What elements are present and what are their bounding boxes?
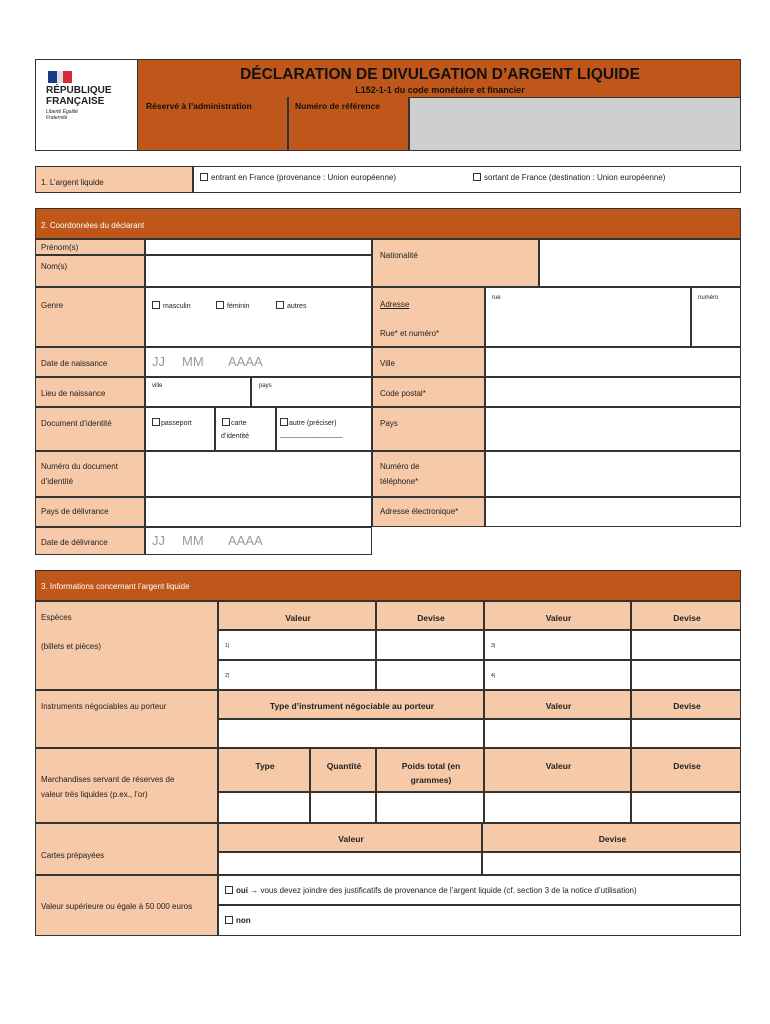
devise-header: Devise (417, 613, 445, 623)
date-naissance-input[interactable] (145, 347, 372, 377)
cartes-label: Cartes prépayées (41, 851, 105, 860)
rue-hint: rue (492, 295, 501, 301)
email-label-cell (372, 497, 485, 527)
checkbox-icon (276, 301, 284, 309)
telephone-label-cell (372, 451, 485, 497)
cartes-valeur-header (218, 823, 482, 852)
autre-line: ________________ (280, 431, 343, 438)
masculin-checkbox[interactable]: masculin (152, 301, 191, 310)
rue-numero-label: Rue* et numéro* (380, 329, 440, 338)
pays-hint: pays (259, 383, 272, 389)
code-postal-input[interactable] (485, 377, 741, 407)
devise-header: Devise (673, 613, 701, 623)
logo-line2: FRANÇAISE (46, 96, 105, 107)
document-carte (215, 407, 276, 451)
date-delivrance-input[interactable] (145, 527, 372, 555)
march-type-header (218, 748, 310, 792)
especes-valeur-header-2 (484, 601, 631, 630)
instruments-label: Instruments négociables au porteur (41, 702, 167, 711)
prenom-label: Prénom(s) (41, 243, 79, 252)
row-number: 4) (491, 673, 496, 679)
passeport-checkbox[interactable]: passeport (152, 418, 192, 427)
section2-header (35, 208, 741, 239)
marchandises-label-2: valeur très liquides (p.ex., l’or) (41, 790, 148, 799)
marchandises-label-cell (35, 748, 218, 823)
num-doc-label-2: d’identité (41, 477, 74, 486)
num-doc-label-cell (35, 451, 145, 497)
dd-jj: JJ (152, 533, 165, 548)
code-postal-label-cell (372, 377, 485, 407)
checkbox-icon (280, 418, 288, 426)
numero-input[interactable] (691, 287, 741, 347)
reference-label: Numéro de référence (295, 101, 381, 111)
logo-line1: RÉPUBLIQUE (46, 85, 112, 96)
poids-header: Poids total (en (401, 761, 461, 771)
carte-checkbox[interactable]: carte (222, 418, 247, 427)
autre-checkbox[interactable]: autre (préciser) (280, 418, 336, 427)
especes-devise-header-1 (376, 601, 484, 630)
march-type-input[interactable] (218, 792, 310, 823)
telephone-label: Numéro de (380, 462, 420, 471)
row-number: 2) (225, 673, 230, 679)
form-title: DÉCLARATION DE DIVULGATION D’ARGENT LIQUIDE (240, 66, 640, 83)
ville-input[interactable] (485, 347, 741, 377)
ville-label: Ville (380, 359, 395, 368)
section2-title: 2. Coordonnées du déclarant (41, 221, 145, 230)
pays-delivrance-label: Pays de délivrance (41, 507, 109, 516)
valeur-header: Valeur (338, 834, 364, 844)
march-devise-header (631, 748, 741, 792)
ville-label-cell (372, 347, 485, 377)
ville-hint: ville (152, 383, 163, 389)
entrant-checkbox[interactable]: entrant en France (provenance : Union européenne) (200, 173, 396, 182)
checkbox-icon (152, 418, 160, 426)
especes-label: Espèces (41, 613, 72, 622)
section1-label-cell (35, 166, 193, 193)
march-valeur-header (484, 748, 631, 792)
pays-label-cell (372, 407, 485, 451)
form-subtitle: L152-1-1 du code monétaire et financier (355, 85, 525, 95)
instruments-devise-input[interactable] (631, 719, 741, 748)
nationalite-input[interactable] (539, 239, 741, 287)
title-banner (137, 59, 741, 97)
march-quantite-header (310, 748, 376, 792)
nationalite-label-cell (372, 239, 539, 287)
especes-devise-1[interactable] (376, 630, 484, 660)
nom-input[interactable] (145, 255, 372, 287)
devise-header: Devise (673, 701, 701, 711)
checkbox-icon (200, 173, 208, 181)
reference-label-cell (288, 97, 409, 151)
section1-options (193, 166, 741, 193)
lieu-pays-input[interactable] (251, 377, 372, 407)
document-autre (276, 407, 372, 451)
devise-header: Devise (673, 761, 701, 771)
genre-label: Genre (41, 301, 64, 310)
march-devise-input[interactable] (631, 792, 741, 823)
type-instrument-header (218, 690, 484, 719)
valeur-header: Valeur (285, 613, 311, 623)
quantite-header: Quantité (326, 761, 362, 771)
non-row (218, 905, 741, 936)
autres-checkbox[interactable]: autres (276, 301, 306, 310)
genre-label-cell (35, 287, 145, 347)
pays-delivrance-label-cell (35, 497, 145, 527)
march-poids-input[interactable] (376, 792, 484, 823)
date-naissance-label-cell (35, 347, 145, 377)
especes-valeur-1[interactable] (218, 630, 376, 660)
marchandises-label: Marchandises servant de réserves de (41, 775, 175, 784)
dn-jj: JJ (152, 354, 165, 369)
checkbox-icon (152, 301, 160, 309)
date-delivrance-label: Date de délivrance (41, 538, 108, 547)
date-naissance-label: Date de naissance (41, 359, 108, 368)
prenom-label-cell (35, 239, 145, 255)
adresse-label-cell (372, 287, 485, 347)
march-poids-header (376, 748, 484, 792)
instruments-valeur-header (484, 690, 631, 719)
prenom-input[interactable] (145, 239, 372, 255)
section3-title: 3. Informations concernant l’argent liquide (41, 582, 190, 591)
checkbox-icon (225, 916, 233, 924)
admin-reserve-cell (137, 97, 288, 151)
num-doc-input[interactable] (145, 451, 372, 497)
adresse-label: Adresse (380, 300, 410, 309)
type-instrument-label: Type d’instrument négociable au porteur (269, 701, 435, 711)
nom-label: Nom(s) (41, 262, 68, 271)
especes-label-cell (35, 601, 218, 690)
section3-header (35, 570, 741, 601)
oui-row (218, 875, 741, 905)
type-instrument-input[interactable] (218, 719, 484, 748)
sup50000-label-cell (35, 875, 218, 936)
march-quantite-input[interactable] (310, 792, 376, 823)
rue-input[interactable] (485, 287, 691, 347)
especes-valeur-4[interactable] (484, 660, 631, 690)
date-delivrance-label-cell (35, 527, 145, 555)
num-doc-label: Numéro du document (41, 462, 118, 471)
feminin-checkbox[interactable]: féminin (216, 301, 250, 310)
checkbox-icon (222, 418, 230, 426)
especes-valeur-3[interactable] (484, 630, 631, 660)
header-logo-box (35, 59, 137, 151)
oui-text: vous devez joindre des justificatifs de provenance de l’argent liquide (cf. section 3 de la notice d’utilisation) (258, 886, 637, 895)
march-valeur-input[interactable] (484, 792, 631, 823)
checkbox-icon (225, 886, 233, 894)
email-input[interactable] (485, 497, 741, 527)
code-postal-label: Code postal* (380, 389, 426, 398)
document-passeport (145, 407, 215, 451)
instruments-label-cell (35, 690, 218, 748)
telephone-input[interactable] (485, 451, 741, 497)
especes-devise-4[interactable] (631, 660, 741, 690)
checkbox-icon (216, 301, 224, 309)
checkbox-icon (473, 173, 481, 181)
lieu-ville-input[interactable] (145, 377, 251, 407)
lieu-naissance-label: Lieu de naissance (41, 389, 106, 398)
nationalite-label: Nationalité (380, 251, 418, 260)
admin-reserve-label: Réservé à l’administration (146, 101, 252, 111)
cartes-valeur-input[interactable] (218, 852, 482, 875)
valeur-header: Valeur (545, 613, 572, 623)
sup50000-label: Valeur supérieure ou égale à 50 000 euros (41, 902, 193, 911)
non-checkbox[interactable] (225, 916, 251, 925)
logo-motto: Liberté Égalité Fraternité (46, 109, 78, 121)
sortant-checkbox[interactable]: sortant de France (destination : Union européenne) (473, 173, 665, 182)
especes-valeur-2[interactable] (218, 660, 376, 690)
dn-mm: MM (182, 354, 204, 369)
marianne-logo-icon (48, 71, 76, 83)
pays-label: Pays (380, 419, 398, 428)
especes-devise-header-2 (631, 601, 741, 630)
pays-input[interactable] (485, 407, 741, 451)
especes-devise-2[interactable] (376, 660, 484, 690)
row-number: 3) (491, 643, 496, 649)
instruments-devise-header (631, 690, 741, 719)
section1-label: 1. L’argent liquide (41, 178, 104, 187)
devise-header: Devise (598, 834, 627, 844)
dn-aaaa: AAAA (228, 354, 263, 369)
valeur-header: Valeur (545, 761, 572, 771)
billets-label: (billets et pièces) (41, 642, 102, 651)
cartes-label-cell (35, 823, 218, 875)
oui-checkbox[interactable] (225, 886, 637, 895)
row-number: 1) (225, 643, 230, 649)
cartes-devise-input[interactable] (482, 852, 741, 875)
carte-identite-label: d’identité (221, 433, 250, 440)
dd-aaaa: AAAA (228, 533, 263, 548)
pays-delivrance-input[interactable] (145, 497, 372, 527)
dd-mm: MM (182, 533, 204, 548)
non-label: non (236, 916, 251, 925)
email-label: Adresse électronique* (380, 507, 459, 516)
oui-label: oui (236, 886, 248, 895)
document-label-cell (35, 407, 145, 451)
valeur-header: Valeur (545, 701, 572, 711)
telephone-label-2: téléphone* (380, 477, 419, 486)
reference-number-field[interactable] (409, 97, 741, 151)
document-label: Document d’identité (41, 419, 112, 428)
genre-options (145, 287, 372, 347)
cartes-devise-header (482, 823, 741, 852)
arrow-right-icon: → (250, 886, 259, 895)
instruments-valeur-input[interactable] (484, 719, 631, 748)
especes-valeur-header-1 (218, 601, 376, 630)
poids-header-2: grammes) (410, 775, 452, 785)
lieu-naissance-label-cell (35, 377, 145, 407)
especes-devise-3[interactable] (631, 630, 741, 660)
nom-label-cell (35, 255, 145, 287)
type-header: Type (255, 761, 275, 771)
numero-hint: numéro (698, 295, 719, 301)
